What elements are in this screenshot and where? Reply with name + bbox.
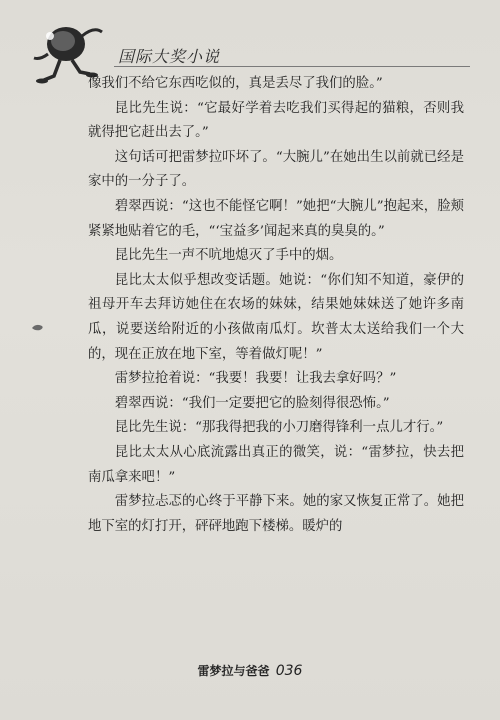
- series-title: 国际大奖小说: [118, 47, 221, 66]
- paragraph: 雷梦拉忐忑的心终于平静下来。她的家又恢复正常了。她把地下室的灯打开，砰砰地跑下楼梯。暖炉的: [88, 494, 464, 534]
- paragraph: 像我们不给它东西吃似的，真是丢尽了我们的脸。”: [88, 76, 383, 91]
- body-text: [88, 72, 464, 539]
- page-number: 036: [275, 663, 303, 679]
- paragraph: 昆比先生一声不吭地熄灭了手中的烟。: [114, 248, 343, 264]
- paragraph: 昆比太太似乎想改变话题。她说：“你们知不知道，豪伊的祖母开车去拜访她住在农场的妹妹，结果她妹妹送了她许多南瓜，说要送给附近的小孩做南瓜灯。坎普太太送给我们一个大的，现在正放在地下室，等着做灯呢！”: [88, 272, 464, 362]
- paragraph: 这句话可把雷梦拉吓坏了。“大腕儿”在她出生以前就已经是家中的一分子了。: [88, 149, 464, 190]
- paragraph: 昆比先生说：“那我得把我的小刀磨得锋利一点儿才行。”: [114, 420, 444, 436]
- paragraph: 碧翠西说：“这也不能怪它啊！”她把“大腕儿”抱起来，脸颊紧紧地贴着它的毛，“‘宝益多’闻起来真的臭臭的。”: [88, 198, 464, 239]
- paragraph: 昆比先生说：“它最好学着去吃我们买得起的猫粮，否则我就得把它赶出去了。”: [88, 100, 464, 141]
- footer-book-title: 雷梦拉与爸爸: [197, 664, 270, 678]
- page-footer: [0, 662, 500, 679]
- margin-ink-mark-icon: [30, 322, 46, 332]
- paragraph: 昆比太太从心底流露出真正的微笑，说：“雷梦拉，快去把南瓜拿来吧！”: [88, 444, 464, 485]
- paragraph: 雷梦拉抢着说：“我要！我要！让我去拿好吗？”: [114, 371, 397, 387]
- paragraph: 碧翠西说：“我们一定要把它的脸刻得很恐怖。”: [114, 395, 390, 411]
- header-rule: [114, 66, 470, 67]
